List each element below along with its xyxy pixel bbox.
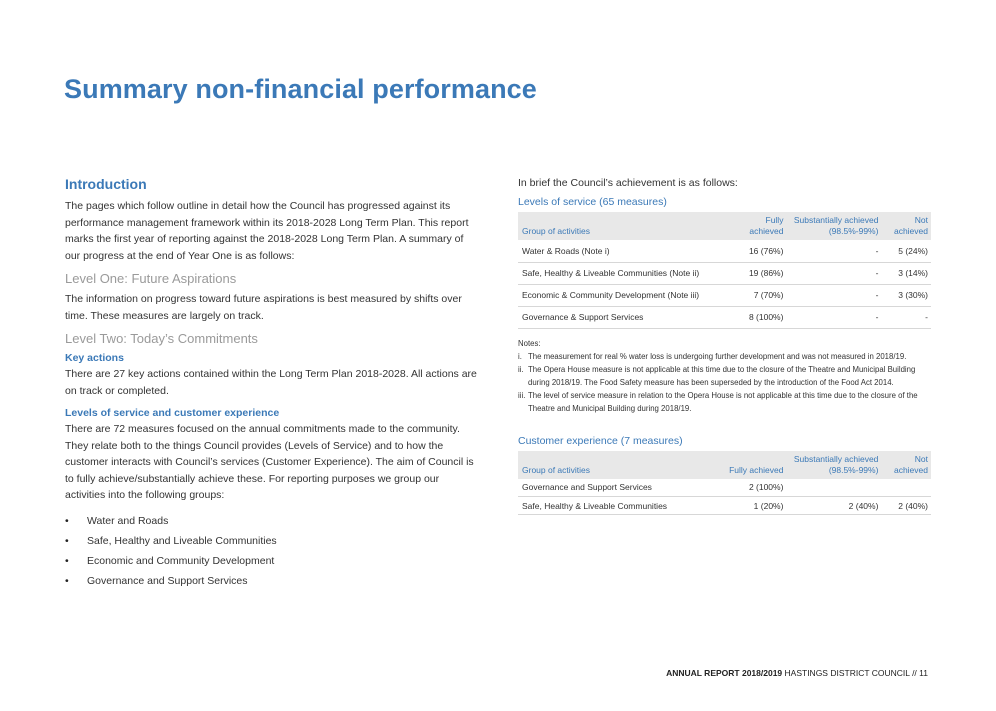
key-actions-heading: Key actions xyxy=(65,352,124,364)
table-row xyxy=(518,240,931,262)
levels-of-service-text: There are 72 measures focused on the annual commitments made to the community. They relate both to the things Council provides (Levels of Service) and to how the customer interacts with Council’s services (Customer Experience). The aim of Council is to fully achieve/substantially achieve these. For reporting purposes we group our activities into the following groups: xyxy=(65,423,474,501)
level-one-text: The information on progress toward future aspirations is best measured by shifts over time. These measures are largely on track. xyxy=(65,293,462,322)
header-group: Group of activities xyxy=(518,451,683,479)
achievement-intro: In brief the Council’s achievement is as follows: xyxy=(518,177,738,189)
notes-label: Notes: xyxy=(518,338,541,348)
footer-page-number: 11 xyxy=(919,668,928,678)
header-not-achieved xyxy=(881,212,931,240)
page-title: Summary non-financial performance xyxy=(64,74,537,104)
cell-substantially: 2 (40%) xyxy=(786,497,881,515)
cell-fully: 16 (76%) xyxy=(733,240,787,262)
header-not-achieved xyxy=(881,451,931,479)
header-text: achieved xyxy=(893,226,928,236)
header-text: achieved xyxy=(893,464,928,475)
notes-list xyxy=(518,350,931,415)
activity-groups-list xyxy=(65,511,479,591)
list-item: • Economic and Community Development xyxy=(65,551,479,571)
right-column xyxy=(518,176,931,515)
table-row xyxy=(518,306,931,328)
header-text: Substantially achieved xyxy=(793,453,879,464)
cell-fully: 19 (86%) xyxy=(733,262,787,284)
header-substantially-achieved xyxy=(786,451,881,479)
table-row xyxy=(518,284,931,306)
cell-group: Economic & Community Development (Note iii) xyxy=(518,284,733,306)
note-marker: i. xyxy=(518,351,522,361)
header-group: Group of activities xyxy=(518,212,733,240)
header-text: Substantially achieved xyxy=(793,215,879,225)
page-footer xyxy=(666,668,928,678)
header-substantially-achieved xyxy=(786,212,881,240)
header-fully-achieved: Fully achieved xyxy=(683,451,786,479)
list-item: • Governance and Support Services xyxy=(65,571,479,591)
notes xyxy=(518,337,931,415)
note-text: The measurement for real % water loss is undergoing further development and was not measured in 2018/19. xyxy=(528,351,907,361)
footer-separator: // xyxy=(912,668,917,678)
table-row xyxy=(518,479,931,497)
cell-group: Governance and Support Services xyxy=(518,479,683,497)
cell-group: Water & Roads (Note i) xyxy=(518,240,733,262)
table-row xyxy=(518,497,931,515)
cell-not: 3 (30%) xyxy=(881,284,931,306)
footer-report-title: ANNUAL REPORT 2018/2019 xyxy=(666,668,783,678)
cell-not: - xyxy=(881,306,931,328)
cell-substantially: - xyxy=(786,306,881,328)
cell-not: 5 (24%) xyxy=(881,240,931,262)
customer-experience-table xyxy=(518,451,931,516)
header-text: (98.5%-99%) xyxy=(828,464,879,475)
list-item: • Safe, Healthy and Liveable Communities xyxy=(65,531,479,551)
footer-council: HASTINGS DISTRICT COUNCIL xyxy=(784,668,910,678)
introduction-text: The pages which follow outline in detail how the Council has progressed against its performance management framework within its 2018-2028 Long Term Plan. This report marks the first year of reporting against the 2018-2028 Long Term Plan. A summary of our progress at the end of Year One is as follows: xyxy=(65,200,469,262)
key-actions-text: There are 27 key actions contained within the Long Term Plan 2018-2028. All actions are on track or completed. xyxy=(65,368,477,397)
cell-group: Governance & Support Services xyxy=(518,306,733,328)
introduction-heading: Introduction xyxy=(65,176,147,192)
cell-fully: 7 (70%) xyxy=(733,284,787,306)
cell-substantially: - xyxy=(786,284,881,306)
cell-substantially: - xyxy=(786,262,881,284)
header-text: Not xyxy=(914,453,928,464)
cell-substantially xyxy=(786,479,881,497)
cell-substantially: - xyxy=(786,240,881,262)
note-text: The level of service measure in relation to the Opera House is not applicable at this time due to the closure of the Theatre and Municipal Building during 2018/19. xyxy=(528,390,918,413)
cell-fully: 1 (20%) xyxy=(683,497,786,515)
table-header-row xyxy=(518,451,931,479)
cell-not: 3 (14%) xyxy=(881,262,931,284)
cell-group: Safe, Healthy & Liveable Communities (Note ii) xyxy=(518,262,733,284)
note-item xyxy=(518,389,931,415)
level-two-heading: Level Two: Today’s Commitments xyxy=(65,331,258,346)
cell-fully: 8 (100%) xyxy=(733,306,787,328)
cell-not: 2 (40%) xyxy=(881,497,931,515)
note-text: The Opera House measure is not applicable at this time due to the closure of the Theatre and Municipal Building during 2018/19. The Food Safety measure has been superseded by the introduction of the Food Act 2014. xyxy=(528,364,916,387)
header-text: achieved xyxy=(749,226,784,236)
header-text: Not xyxy=(914,215,928,225)
levels-of-service-table xyxy=(518,212,931,329)
header-text: (98.5%-99%) xyxy=(828,226,879,236)
table-row xyxy=(518,262,931,284)
note-item xyxy=(518,350,931,363)
note-marker: ii. xyxy=(518,364,524,374)
note-marker: iii. xyxy=(518,390,526,400)
customer-experience-caption: Customer experience (7 measures) xyxy=(518,434,683,447)
header-fully-achieved xyxy=(733,212,787,240)
level-one-heading: Level One: Future Aspirations xyxy=(65,271,237,286)
note-item xyxy=(518,363,931,389)
left-column xyxy=(65,176,479,591)
header-text: Fully xyxy=(765,215,784,225)
levels-of-service-caption: Levels of service (65 measures) xyxy=(518,196,667,208)
cell-not xyxy=(881,479,931,497)
table-header-row xyxy=(518,212,931,240)
cell-group: Safe, Healthy & Liveable Communities xyxy=(518,497,683,515)
cell-fully: 2 (100%) xyxy=(683,479,786,497)
levels-of-service-heading: Levels of service and customer experience xyxy=(65,407,280,419)
list-item: • Water and Roads xyxy=(65,511,479,531)
